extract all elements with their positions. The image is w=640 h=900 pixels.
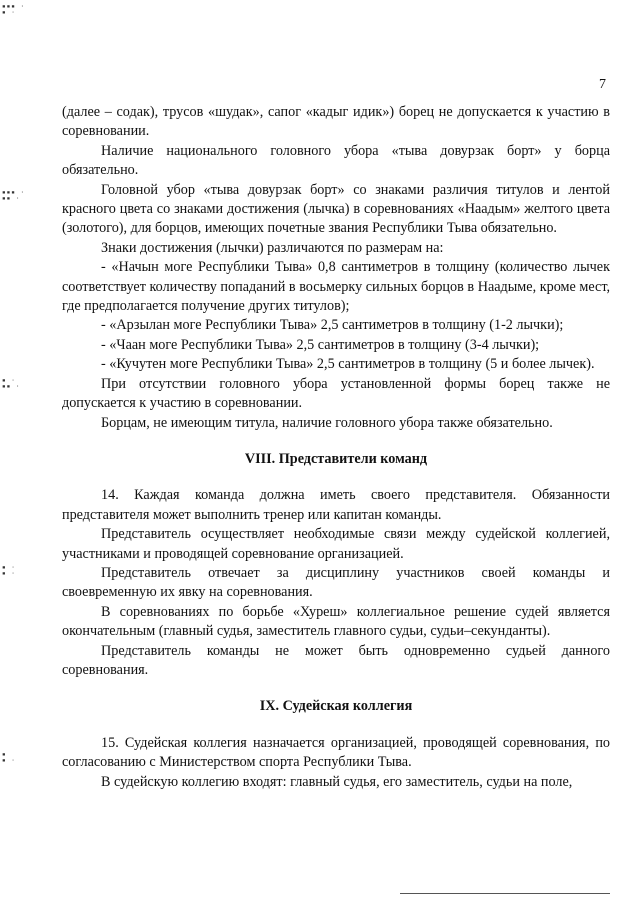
paragraph: В судейскую коллегию входят: главный судья, его заместитель, судьи на поле, — [101, 773, 573, 790]
paragraph: В соревнованиях по борьбе «Хуреш» коллегиальное решение судей является окончательным (главный судья, заместитель главного судьи, судьи–секунданты). — [62, 603, 610, 640]
paragraph: Представитель отвечает за дисциплину участников своей команды и своевременную их явку на соревнования. — [62, 564, 610, 601]
section-7-continuation — [62, 103, 610, 433]
scan-margin-mark: ▪▪▪ · ▪▪ · — [2, 189, 26, 202]
scan-margin-mark: ▪ · ▪▪ · — [2, 377, 21, 390]
paragraph: (далее – содак), трусов «шудак», сапог «кадыг идик») борец не допускается к участию в соревновании. — [62, 104, 610, 140]
paragraph: При отсутствии головного убора установленной формы борец также не допускается к участию в соревновании. — [62, 375, 610, 412]
paragraph: Наличие национального головного убора «тыва довурзак борт» у борца обязательно. — [62, 142, 610, 179]
paragraph: - «Кучутен моге Республики Тыва» 2,5 сантиметров в толщину (5 и более лычек). — [101, 356, 595, 373]
paragraph: - «Чаан моге Республики Тыва» 2,5 сантиметров в толщину (3-4 лычки); — [101, 336, 540, 353]
paragraph: Головной убор «тыва довурзак борт» со знаками различия титулов и лентой красного цвета со знаками достижения (лычка) в соревнованиях «Наадым» желтого цвета (золотого), для борцов, имеющих почетные звания Республики Тыва обязательно. — [62, 181, 610, 237]
paragraph: Представитель осуществляет необходимые связи между судейской коллегией, участниками и проводящей соревнование организацией. — [62, 526, 610, 562]
scan-margin-mark: ▪ · ▪ · — [2, 564, 16, 577]
section-8-body — [62, 486, 610, 680]
paragraph: 14. Каждая команда должна иметь своего представителя. Обязанности представителя может выполнить тренер или капитан команды. — [62, 487, 610, 523]
paragraph: 15. Судейская коллегия назначается организацией, проводящей соревнования, по согласованию с Министерством спорта Республики Тыва. — [62, 734, 610, 771]
section-8-heading: VIII. Представители команд — [244, 450, 428, 467]
scan-margin-mark: ▪ ▪ · — [2, 751, 16, 764]
scan-margin-mark: ▪▪▪ · ▪ · — [2, 3, 26, 16]
section-9-body — [62, 734, 610, 792]
footer-rule — [400, 893, 610, 894]
paragraph: - «Начын моге Республики Тыва» 0,8 сантиметров в толщину (количество лычек соответствует количеству попаданий в восьмерку сильных борцов в Наадыме, кроме мест, где предполагается получение других титулов); — [62, 259, 610, 315]
page-number: 7 — [599, 77, 606, 92]
paragraph: - «Арзылан моге Республики Тыва» 2,5 сантиметров в толщину (1-2 лычки); — [101, 317, 564, 334]
paragraph: Борцам, не имеющим титула, наличие головного убора также обязательно. — [101, 414, 553, 431]
document-body — [62, 103, 610, 792]
paragraph: Представитель команды не может быть одновременно судьей данного соревнования. — [62, 642, 610, 678]
paragraph: Знаки достижения (лычки) различаются по размерам на: — [101, 239, 444, 256]
section-9-heading: IX. Судейская коллегия — [259, 698, 413, 715]
